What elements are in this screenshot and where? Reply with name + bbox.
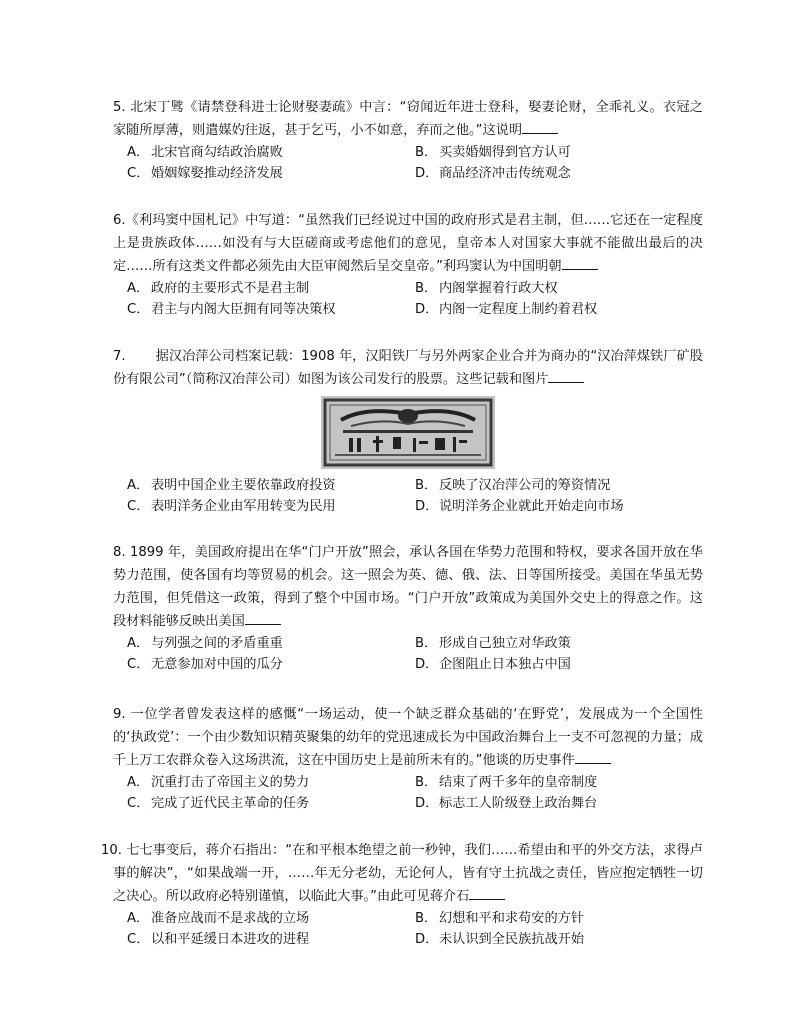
question-stem xyxy=(113,96,703,142)
options xyxy=(113,142,703,184)
question-9 xyxy=(113,703,703,814)
question-5 xyxy=(113,96,703,184)
answer-blank xyxy=(575,749,611,764)
question-text: 七七事变后，蒋介石指出：“在和平根本绝望之前一秒钟，我们……希望由和平的外交方法，求得卢事的解决”，“如果战端一开，……年无分老幼，无论何人，皆有守土抗战之责任，皆应抱定牺牲一切之决心。所以政府必特别谨慎，以临此大事。”由此可见蒋介石 xyxy=(113,843,703,904)
question-text: 北宋丁骘《请禁登科进士论财娶妻疏》中言：“窃闻近年进士登科，娶妻论财，全乖礼义。衣冠之家随所厚薄，则遣媒妁往返，甚于乞丐，小不如意，弃而之他。”这说明 xyxy=(113,100,703,138)
option-b[interactable]: B． 反映了汉冶萍公司的筹资情况 xyxy=(415,478,611,493)
option-a[interactable]: A． 沉重打击了帝国主义的势力 xyxy=(127,775,310,790)
question-8 xyxy=(113,541,703,675)
question-stem xyxy=(113,541,703,633)
option-a[interactable]: A． 北宋官商勾结政治腐败 xyxy=(127,145,283,160)
option-b[interactable]: B． 买卖婚姻得到官方认可 xyxy=(415,145,571,160)
option-d[interactable]: D． 内阁一定程度上制约着君权 xyxy=(415,302,598,317)
options xyxy=(113,908,703,950)
question-number: 8. xyxy=(113,545,126,560)
question-text: 1899 年，美国政府提出在华“门户开放”照会，承认各国在华势力范围和特权，要求各国开放在华势力范围，使各国有均等贸易的机会。这一照会为英、德、俄、法、日等国所接受。美国在华虽无势力范围，但凭借这一政策，得到了整个中国市场。“门户开放”政策成为美国外交史上的得意之作。这段材料能够反映出美国 xyxy=(113,545,703,629)
option-c[interactable]: C． 无意参加对中国的瓜分 xyxy=(127,657,283,672)
question-number: 7. xyxy=(113,349,126,364)
answer-blank xyxy=(562,255,598,270)
option-b[interactable]: B． 幻想和平和求苟安的方针 xyxy=(415,911,585,926)
question-number: 5. xyxy=(113,100,126,115)
option-d[interactable]: D． 说明洋务企业就此开始走向市场 xyxy=(415,499,624,514)
question-stem xyxy=(113,703,703,772)
options xyxy=(113,772,703,814)
options xyxy=(113,278,703,320)
question-text: 据汉冶萍公司档案记载：1908 年，汉阳铁厂与另外两家企业合并为商办的“汉冶萍煤铁厂矿股份有限公司”（简称汉冶萍公司）如图为该公司发行的股票。这些记载和图片 xyxy=(113,349,703,387)
question-number: 10. xyxy=(101,843,122,858)
option-a[interactable]: A． 表明中国企业主要依靠政府投资 xyxy=(127,478,336,493)
option-a[interactable]: A． 政府的主要形式不是君主制 xyxy=(127,281,310,296)
option-b[interactable]: B． 结束了两千多年的皇帝制度 xyxy=(415,775,598,790)
option-c[interactable]: C． 完成了近代民主革命的任务 xyxy=(127,796,310,811)
option-c[interactable]: C． 婚姻嫁娶推动经济发展 xyxy=(127,166,283,181)
option-b[interactable]: B． 内阁掌握着行政大权 xyxy=(415,281,558,296)
option-b[interactable]: B． 形成自己独立对华政策 xyxy=(415,636,571,651)
answer-blank xyxy=(522,119,558,134)
option-d[interactable]: D． 未认识到全民族抗战开始 xyxy=(415,932,585,947)
question-number: 6. xyxy=(113,213,126,228)
question-stem xyxy=(113,345,703,391)
question-text: 《利玛窦中国札记》中写道：“虽然我们已经说过中国的政府形式是君主制，但……它还在一定程度上是贵族政体……如没有与大臣磋商或考虑他们的意见，皇帝本人对国家大事就不能做出最后的决定……所有这类文件都必须先由大臣审阅然后呈交皇帝。”利玛窦认为中国明朝 xyxy=(113,213,703,274)
question-number: 9. xyxy=(113,707,126,722)
question-stem xyxy=(113,209,703,278)
question-7 xyxy=(113,345,703,517)
question-10 xyxy=(101,839,703,950)
options xyxy=(113,475,703,517)
stock-certificate-illustration xyxy=(321,396,495,469)
option-d[interactable]: D． 标志工人阶级登上政治舞台 xyxy=(415,796,598,811)
option-a[interactable]: A． 准备应战而不是求战的立场 xyxy=(127,911,310,926)
option-c[interactable]: C． 表明洋务企业由军用转变为民用 xyxy=(127,499,336,514)
option-c[interactable]: C． 以和平延缓日本进攻的进程 xyxy=(127,932,310,947)
option-d[interactable]: D． 企图阻止日本独占中国 xyxy=(415,657,571,672)
question-text: 一位学者曾发表这样的感慨“一场运动，使一个缺乏群众基础的‘在野党’，发展成为一个全国性的‘执政党’：一个由少数知识精英聚集的幼年的党迅速成长为中国政治舞台上一支不可忽视的力量；成千上万工农群众卷入这场洪流，这在中国历史上是前所未有的。”他谈的历史事件 xyxy=(113,707,703,768)
answer-blank xyxy=(245,610,281,625)
answer-blank xyxy=(548,368,584,383)
question-6 xyxy=(113,209,703,320)
option-d[interactable]: D． 商品经济冲击传统观念 xyxy=(415,166,571,181)
option-a[interactable]: A． 与列强之间的矛盾重重 xyxy=(127,636,283,651)
stock-certificate-image xyxy=(321,396,495,469)
answer-blank xyxy=(469,885,505,900)
question-stem xyxy=(101,839,703,908)
option-c[interactable]: C． 君主与内阁大臣拥有同等决策权 xyxy=(127,302,336,317)
options xyxy=(113,633,703,675)
